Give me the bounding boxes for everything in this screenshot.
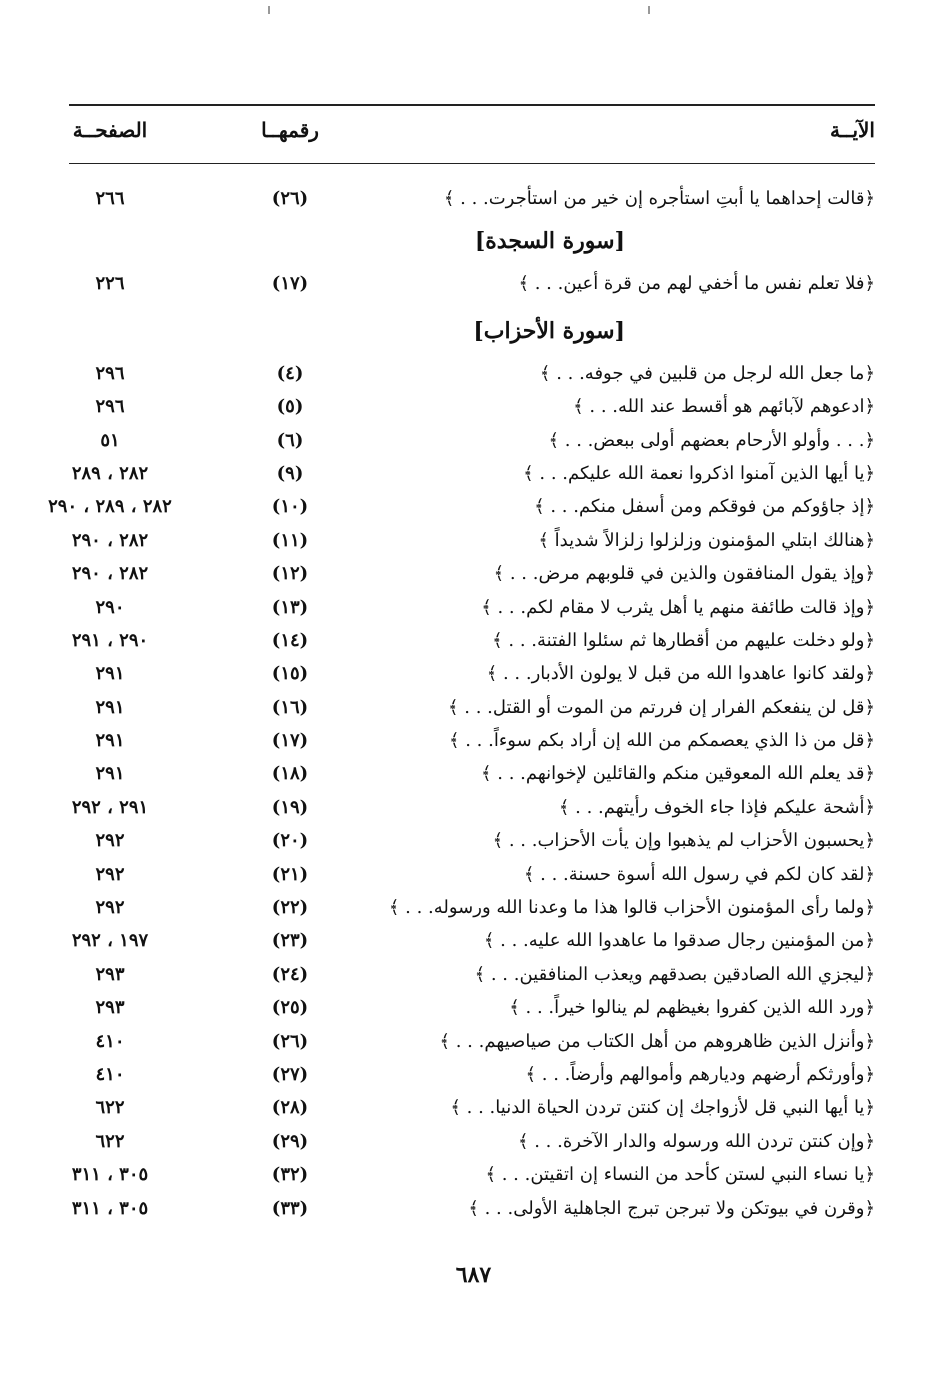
verse-number: (١٤) xyxy=(271,629,309,651)
verse-number: (١٧) xyxy=(271,273,309,295)
verse-text: ﴿وأنزل الذين ظاهروهم من أهل الكتاب من صياصيهم. . . ﴾ xyxy=(439,1030,875,1052)
page-reference: ٢٨٢ ، ٢٩٠ xyxy=(71,563,149,585)
verse-number: (٤) xyxy=(276,362,304,384)
surah-heading: [سورة الأحزاب] xyxy=(473,317,625,344)
table-row xyxy=(69,1091,875,1124)
scan-mark xyxy=(648,6,650,14)
page-reference: ٢٩٠ xyxy=(95,596,125,618)
page-reference: ٤١٠ xyxy=(95,1063,125,1085)
page-reference: ٢٩٦ xyxy=(95,362,125,384)
page-reference: ٦٢٢ xyxy=(95,1097,125,1119)
verse-number: (١٨) xyxy=(271,763,309,785)
table-row xyxy=(69,457,875,490)
table-row xyxy=(69,624,875,657)
page-reference: ٢٩٠ ، ٢٩١ xyxy=(71,629,149,651)
verse-text: ﴿لقد كان لكم في رسول الله أسوة حسنة. . . ﴾ xyxy=(523,863,875,885)
table-row xyxy=(69,691,875,724)
verse-number: (٣٢) xyxy=(271,1164,309,1186)
page-reference: ٢٩٢ xyxy=(95,830,125,852)
page-reference: ٢٩٦ xyxy=(95,396,125,418)
verse-number: (٢٤) xyxy=(271,963,309,985)
verse-text: ﴿ولقد كانوا عاهدوا الله من قبل لا يولون الأدبار. . . ﴾ xyxy=(486,663,875,685)
table-row xyxy=(69,524,875,557)
verse-number: (٥) xyxy=(276,396,304,418)
verse-text: ﴿ولو دخلت عليهم من أقطارها ثم سئلوا الفتنة. . . ﴾ xyxy=(492,629,875,651)
page-reference: ٢٦٦ xyxy=(95,188,125,209)
verse-number: (٢٩) xyxy=(271,1130,309,1152)
verse-number: (١٧) xyxy=(271,730,309,752)
table-row xyxy=(69,267,875,300)
table-row xyxy=(69,357,875,390)
page-reference: ٢٩٢ xyxy=(95,863,125,885)
table-row xyxy=(48,490,875,523)
verse-number: (٢٦) xyxy=(271,1030,309,1052)
verse-index-table xyxy=(48,182,875,1225)
verse-text: ﴿من المؤمنين رجال صدقوا ما عاهدوا الله عليه. . . ﴾ xyxy=(483,930,875,952)
verse-text: ﴿يا أيها النبي قل لأزواجك إن كنتن تردن الحياة الدنيا. . . ﴾ xyxy=(450,1097,875,1119)
verse-number: (٣٣) xyxy=(271,1197,309,1219)
verse-number: (٩) xyxy=(276,462,304,484)
verse-text: ﴿إذ جاؤوكم من فوقكم ومن أسفل منكم. . . ﴾ xyxy=(534,496,875,518)
table-row xyxy=(69,858,875,891)
surah-heading: [سورة السجدة] xyxy=(474,228,625,255)
table-row xyxy=(69,591,875,624)
verse-number: (١٩) xyxy=(271,796,309,818)
table-row xyxy=(69,1058,875,1091)
page-reference: ٢٩١ xyxy=(95,730,125,752)
page-reference: ٢٨٢ ، ٢٨٩ ، ٢٩٠ xyxy=(48,496,172,518)
page-reference: ٢٩٣ xyxy=(95,963,125,985)
page-reference: ٣٠٥ ، ٣١١ xyxy=(71,1164,149,1186)
table-row xyxy=(69,724,875,757)
page-reference: ٢٨٢ ، ٢٨٩ xyxy=(71,462,149,484)
verse-text: ﴿وإذ قالت طائفة منهم يا أهل يثرب لا مقام لكم. . . ﴾ xyxy=(481,596,875,618)
verse-text: ﴿قل من ذا الذي يعصمكم من الله إن أراد بكم سوءاً. . . ﴾ xyxy=(448,730,875,752)
table-row xyxy=(69,891,875,924)
verse-text: ﴿أشحة عليكم فإذا جاء الخوف رأيتهم. . . ﴾ xyxy=(558,796,875,818)
header-verse: الآيــة xyxy=(830,118,875,142)
top-rule xyxy=(69,104,875,106)
table-row xyxy=(69,1125,875,1158)
table-row xyxy=(69,924,875,957)
table-row xyxy=(69,958,875,991)
page-reference: ٥١ xyxy=(100,429,120,451)
page-reference: ٣٠٥ ، ٣١١ xyxy=(71,1197,149,1219)
table-header xyxy=(69,118,875,148)
table-row xyxy=(69,791,875,824)
verse-number: (١٣) xyxy=(271,596,309,618)
verse-text: ﴿ورد الله الذين كفروا بغيظهم لم ينالوا خيراً. . . ﴾ xyxy=(509,997,875,1019)
table-row xyxy=(69,991,875,1024)
verse-text: ﴿وإذ يقول المنافقون والذين في قلوبهم مرض. . . ﴾ xyxy=(493,563,875,585)
table-row xyxy=(69,757,875,790)
verse-text: ﴿وإن كنتن تردن الله ورسوله والدار الآخرة. . . ﴾ xyxy=(517,1130,875,1152)
page-reference: ٢٩١ xyxy=(95,696,125,718)
table-row xyxy=(69,390,875,423)
header-rule xyxy=(69,163,875,164)
verse-text: ﴿قد يعلم الله المعوقين منكم والقائلين لإخوانهم. . . ﴾ xyxy=(481,763,875,785)
verse-text: ﴿وقرن في بيوتكن ولا تبرجن تبرج الجاهلية الأولى. . . ﴾ xyxy=(468,1197,875,1219)
verse-text: ﴿يا أيها الذين آمنوا اذكروا نعمة الله عليكم. . . ﴾ xyxy=(523,462,875,484)
verse-number: (٢٥) xyxy=(271,997,309,1019)
verse-number: (٦) xyxy=(276,429,304,451)
verse-text: ﴿قالت إحداهما يا أبتِ استأجره إن خير من استأجرت. . . ﴾ xyxy=(443,188,875,209)
table-row xyxy=(69,657,875,690)
header-page: الصفحــة xyxy=(72,118,148,142)
table-row xyxy=(69,1025,875,1058)
verse-number: (٢٣) xyxy=(271,930,309,952)
verse-number: (٢١) xyxy=(271,863,309,885)
verse-text: ﴿وأورثكم أرضهم وديارهم وأموالهم وأرضاً. . . ﴾ xyxy=(525,1063,875,1085)
page-reference: ٢٩٣ xyxy=(95,997,125,1019)
verse-number: (١٠) xyxy=(271,496,309,518)
page-reference: ٢٩١ xyxy=(95,663,125,685)
verse-number: (٢٢) xyxy=(271,897,309,919)
verse-text: ﴿فلا تعلم نفس ما أخفي لهم من قرة أعين. . . ﴾ xyxy=(518,273,875,295)
verse-number: (١١) xyxy=(271,529,309,551)
scan-mark xyxy=(268,6,270,14)
verse-text: ﴿. . . وأولو الأرحام بعضهم أولى ببعض. . . ﴾ xyxy=(548,429,875,451)
page-reference: ٢٨٢ ، ٢٩٠ xyxy=(71,529,149,551)
page-reference: ٢٩١ xyxy=(95,763,125,785)
page-reference: ١٩٧ ، ٢٩٢ xyxy=(71,930,149,952)
verse-number: (١٢) xyxy=(271,563,309,585)
page-reference: ٢٩٢ xyxy=(95,897,125,919)
verse-number: (١٦) xyxy=(271,696,309,718)
table-row xyxy=(69,1192,875,1225)
verse-text: ﴿يحسبون الأحزاب لم يذهبوا وإن يأت الأحزاب. . . ﴾ xyxy=(492,830,875,852)
page-reference: ٢٩١ ، ٢٩٢ xyxy=(71,796,149,818)
table-row xyxy=(69,182,875,215)
verse-text: ﴿هنالك ابتلي المؤمنون وزلزلوا زلزالاً شديداً ﴾ xyxy=(538,529,875,551)
page-reference: ٤١٠ xyxy=(95,1030,125,1052)
table-row xyxy=(69,1158,875,1191)
header-number: رقمهــا xyxy=(261,118,319,142)
verse-text: ﴿ادعوهم لآبائهم هو أقسط عند الله. . . ﴾ xyxy=(573,396,875,418)
verse-text: ﴿قل لن ينفعكم الفرار إن فررتم من الموت أو القتل. . . ﴾ xyxy=(448,696,875,718)
verse-text: ﴿يا نساء النبي لستن كأحد من النساء إن اتقيتن. . . ﴾ xyxy=(485,1164,875,1186)
verse-number: (٢٦) xyxy=(271,188,309,209)
verse-number: (٢٠) xyxy=(271,830,309,852)
verse-number: (١٥) xyxy=(271,663,309,685)
page-reference: ٦٢٢ xyxy=(95,1130,125,1152)
verse-text: ﴿ولما رأى المؤمنون الأحزاب قالوا هذا ما وعدنا الله ورسوله. . . ﴾ xyxy=(388,897,875,919)
table-row xyxy=(69,557,875,590)
verse-text: ﴿ليجزي الله الصادقين بصدقهم ويعذب المنافقين. . . ﴾ xyxy=(474,963,875,985)
table-row xyxy=(69,424,875,457)
verse-text: ﴿ما جعل الله لرجل من قلبين في جوفه. . . ﴾ xyxy=(539,362,875,384)
page-number: ٦٨٧ xyxy=(455,1262,492,1288)
table-row xyxy=(69,824,875,857)
page-reference: ٢٢٦ xyxy=(95,273,125,295)
verse-number: (٢٧) xyxy=(271,1063,309,1085)
verse-number: (٢٨) xyxy=(271,1097,309,1119)
